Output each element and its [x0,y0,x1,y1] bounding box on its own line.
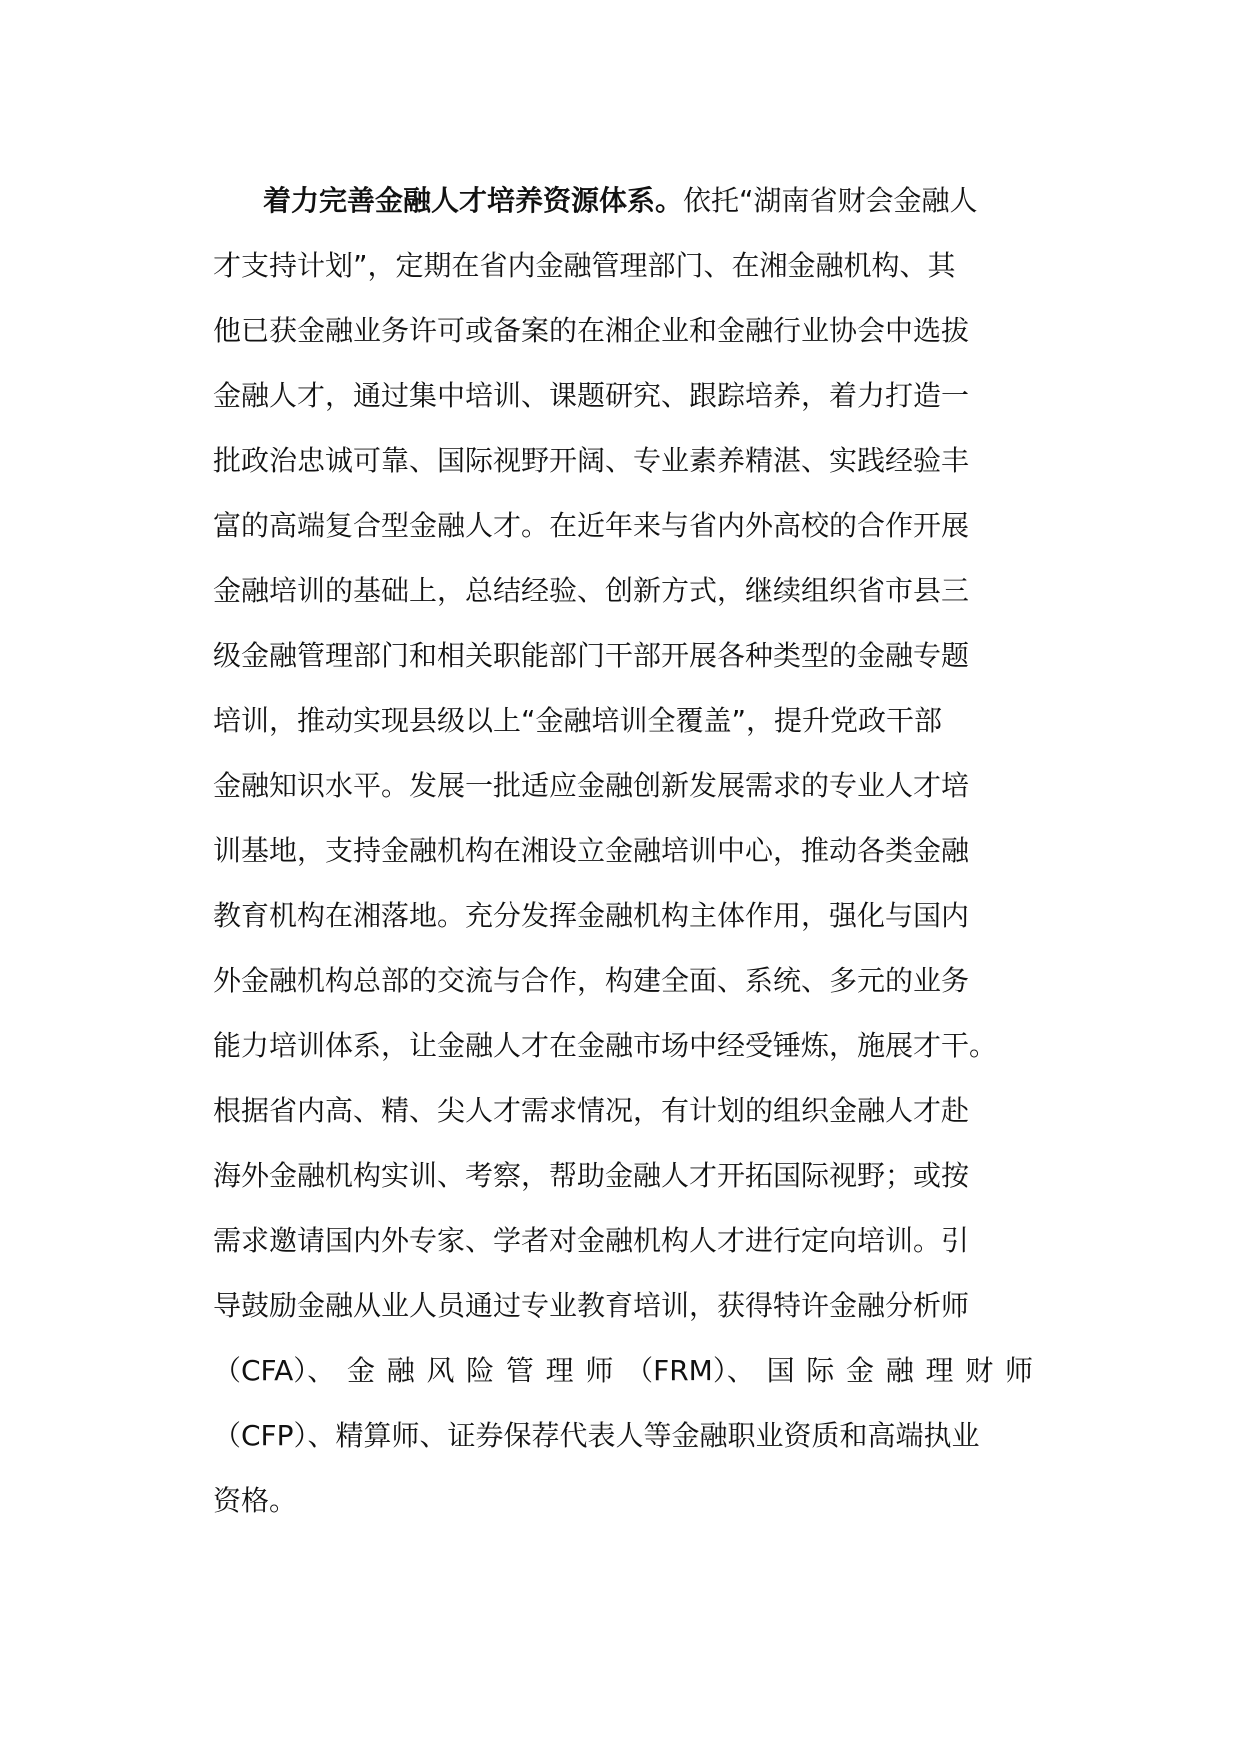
text-line: 金融知识水平。发展一批适应金融创新发展需求的专业人才培 [213,769,970,802]
body-paragraph [213,168,1033,1533]
text-segment: 际 [806,1354,835,1387]
text-line: （CFP）、精算师、证券保荐代表人等金融职业资质和高端执业 [213,1419,980,1452]
text-line: 他已获金融业务许可或备案的在湘企业和金融行业协会中选拔 [213,314,970,347]
text-line: 依托“湖南省财会金融人 [683,184,978,217]
text-segment: 融 [386,1354,415,1387]
text-segment: 国 [766,1354,795,1387]
text-segment: （CFA）、 [213,1354,336,1387]
text-line-justified [213,1338,1033,1403]
text-line: 训基地，支持金融机构在湘设立金融培训中心，推动各类金融 [213,834,970,867]
text-line: 金融人才，通过集中培训、课题研究、跟踪培养，着力打造一 [213,379,970,412]
text-line: 级金融管理部门和相关职能部门干部开展各种类型的金融专题 [213,639,970,672]
text-line: 批政治忠诚可靠、国际视野开阔、专业素养精湛、实践经验丰 [213,444,970,477]
text-line: 根据省内高、精、尖人才需求情况，有计划的组织金融人才赴 [213,1094,970,1127]
text-segment: 融 [885,1354,914,1387]
text-segment: 金 [846,1354,875,1387]
text-segment: （FRM）、 [625,1354,755,1387]
text-line-last: 资格。 [213,1484,298,1517]
paragraph-first-line [213,168,1033,233]
text-line: 外金融机构总部的交流与合作，构建全面、系统、多元的业务 [213,964,970,997]
text-line: 海外金融机构实训、考察，帮助金融人才开拓国际视野；或按 [213,1159,970,1192]
text-line: 富的高端复合型金融人才。在近年来与省内外高校的合作开展 [213,509,970,542]
text-line: 金融培训的基础上，总结经验、创新方式，继续组织省市县三 [213,574,970,607]
text-line: 才支持计划”，定期在省内金融管理部门、在湘金融机构、其 [213,249,956,282]
text-line: 需求邀请国内外专家、学者对金融机构人才进行定向培训。引 [213,1224,970,1257]
text-segment: 金 [346,1354,375,1387]
text-segment: 师 [1004,1354,1033,1387]
text-segment: 财 [965,1354,994,1387]
text-segment: 险 [466,1354,495,1387]
text-line: 教育机构在湘落地。充分发挥金融机构主体作用，强化与国内 [213,899,970,932]
text-segment: 管 [505,1354,534,1387]
text-line: 导鼓励金融从业人员通过专业教育培训，获得特许金融分析师 [213,1289,970,1322]
text-segment: 理 [545,1354,574,1387]
text-line: 培训，推动实现县级以上“金融培训全覆盖”，提升党政干部 [213,704,943,737]
paragraph-heading: 着力完善金融人才培养资源体系。 [263,184,684,217]
text-line: 能力培训体系，让金融人才在金融市场中经受锤炼，施展才干。 [213,1029,998,1062]
text-segment: 师 [585,1354,614,1387]
text-segment: 理 [925,1354,954,1387]
text-segment: 风 [426,1354,455,1387]
